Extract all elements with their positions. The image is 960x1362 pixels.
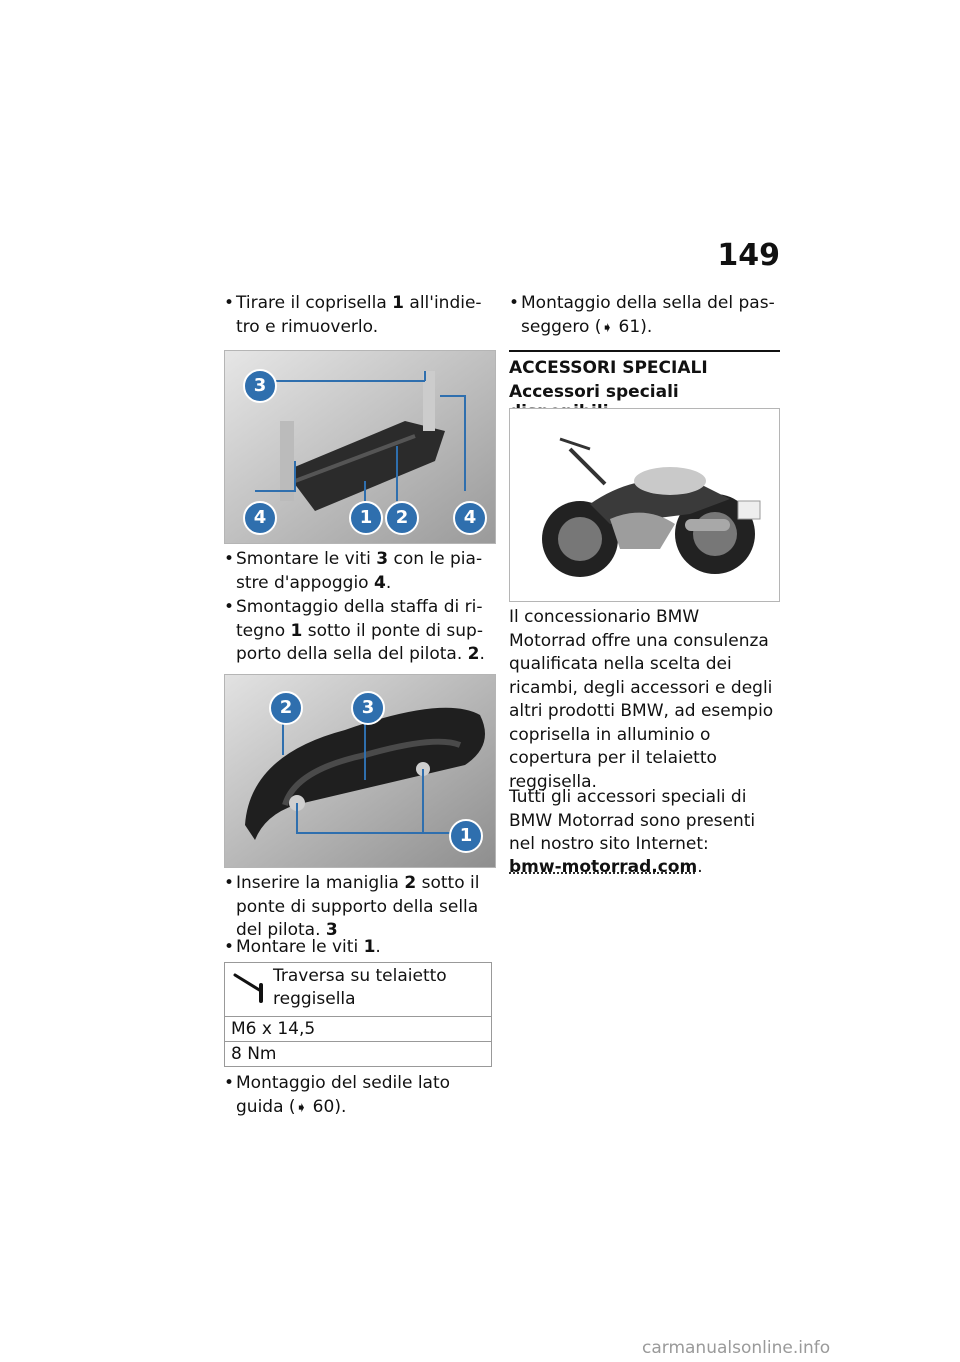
step-install-rider-seat: • Montaggio del sedile lato guida (➧ 60). [224, 1072, 494, 1120]
page-reference-arrow-icon: ➧ [601, 319, 614, 336]
callout-1: 1 [349, 501, 383, 535]
figure-grab-handle [224, 674, 496, 868]
section-title: ACCESSORI SPECIALI [509, 350, 780, 378]
callout-3: 3 [243, 369, 277, 403]
subsection-title: Accessori speciali [509, 382, 679, 402]
footer-watermark: carmanualsonline.info [642, 1338, 831, 1358]
step-insert-handle: • Inserire la maniglia 2 sotto il ponte di supporto della sella del pilota. 3 [224, 872, 494, 943]
torque-spec-header [225, 963, 491, 1016]
callout-3: 3 [351, 691, 385, 725]
page-reference-arrow-icon: ➧ [295, 1099, 308, 1116]
figure-motorcycle [509, 408, 780, 602]
bullet-icon: • [509, 293, 520, 313]
bullet-icon: • [224, 1073, 235, 1093]
paragraph-dealer-offer: Il concessionario BMW Motorrad offre una consulenza qualificata nella scelta dei ricambi, degli accessori e degli altri prodotti BMW, ad esempio coprisella in alluminio o copertura per il telaietto reggisella. [509, 607, 774, 792]
torque-spec-size: M6 x 14,5 [225, 1016, 491, 1041]
bullet-icon: • [224, 873, 235, 893]
step-remove-screws: • Smontare le viti 3 con le pia-stre d'appoggio 4. [224, 548, 494, 595]
bullet-icon: • [224, 937, 235, 957]
step-remove-seat-cover: • Tirare il coprisella 1 all'indie-tro e rimuoverlo. [224, 292, 494, 339]
website-link[interactable]: bmw-motorrad.com [509, 857, 698, 877]
page-number: 149 [717, 238, 780, 273]
bullet-icon: • [224, 293, 235, 313]
step-install-passenger-seat: • Montaggio della sella del pas-seggero (➧ 61). [509, 292, 780, 340]
page-reference[interactable]: 60). [307, 1096, 347, 1117]
figure-seat-bracket-screws [224, 350, 496, 544]
callout-4: 4 [243, 501, 277, 535]
paragraph-accessories-website: Tutti gli accessori speciali di BMW Motorrad sono presenti nel nostro sito Internet: [509, 787, 756, 854]
bullet-icon: • [224, 597, 235, 617]
step-install-screws: • Montare le viti 1. [224, 936, 494, 960]
callout-4: 4 [453, 501, 487, 535]
torque-spec-table [224, 962, 492, 1067]
step-remove-bracket: • Smontaggio della staffa di ri-tegno 1 sotto il ponte di sup-porto della sella del pilota. 2. [224, 596, 494, 667]
torque-spec-label: Traversa su telaietto reggisella [273, 966, 447, 1009]
callout-1: 1 [449, 819, 483, 853]
callout-2: 2 [385, 501, 419, 535]
torque-spec-value: 8 Nm [225, 1041, 491, 1066]
torque-wrench-icon [231, 965, 273, 1012]
website-link-line: bmw-motorrad.com. [509, 857, 703, 877]
bullet-icon: • [224, 549, 235, 569]
page-reference[interactable]: 61). [613, 316, 653, 337]
callout-2: 2 [269, 691, 303, 725]
